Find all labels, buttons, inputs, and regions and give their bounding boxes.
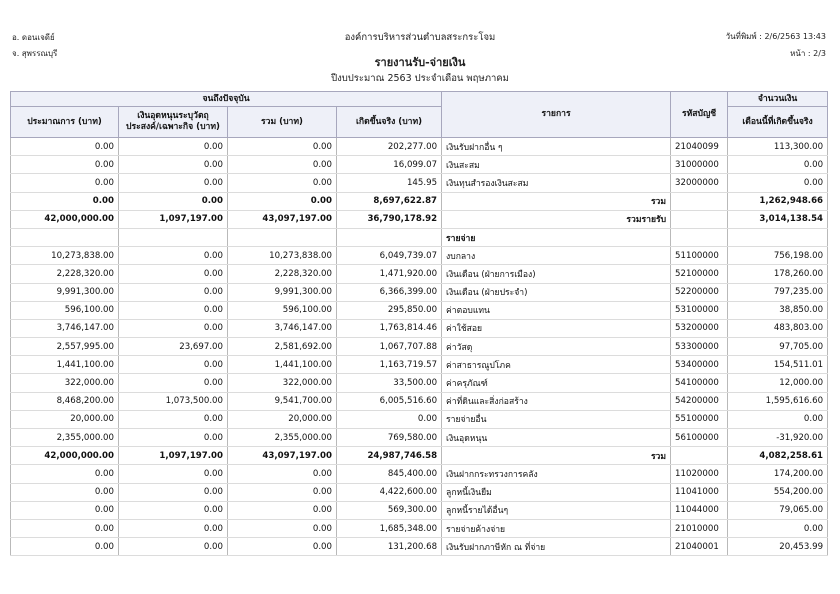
table-row [11, 247, 828, 265]
total-cell: 2,355,000.00 [228, 429, 337, 447]
subsidy-column-header: เงินอุดหนุนระบุวัตถุ ประสงค์/เฉพาะกิจ (บาท) [119, 107, 228, 138]
account-code-cell: 11020000 [671, 465, 728, 483]
actual-column-header: เกิดขึ้นจริง (บาท) [337, 107, 442, 138]
estimate-cell: 0.00 [11, 501, 119, 519]
amount-cell: 0.00 [728, 410, 828, 428]
estimate-cell: 42,000,000.00 [11, 210, 119, 228]
amount-cell: 1,595,616.60 [728, 392, 828, 410]
table-row [11, 138, 828, 156]
total-cell: 0.00 [228, 501, 337, 519]
actual-cell: 33,500.00 [337, 374, 442, 392]
account-code-cell [671, 447, 728, 465]
amount-cell: 174,200.00 [728, 465, 828, 483]
account-code-cell: 56100000 [671, 429, 728, 447]
district-label: อ. ดอนเจดีย์ [12, 33, 55, 42]
subsidy-cell: 0.00 [119, 174, 228, 192]
amount-cell: 178,260.00 [728, 265, 828, 283]
table-row [11, 538, 828, 556]
month-actual-column-header: เดือนนี้ที่เกิดขึ้นจริง [728, 107, 828, 138]
account-code-cell: 52200000 [671, 283, 728, 301]
total-cell [228, 228, 337, 246]
estimate-cell: 2,228,320.00 [11, 265, 119, 283]
item-cell: ลูกหนี้เงินยืม [442, 483, 671, 501]
table-row [11, 392, 828, 410]
subsidy-cell: 0.00 [119, 538, 228, 556]
item-cell: เงินทุนสำรองเงินสะสม [442, 174, 671, 192]
amount-cell: 1,262,948.66 [728, 192, 828, 210]
estimate-cell: 0.00 [11, 138, 119, 156]
actual-cell: 1,471,920.00 [337, 265, 442, 283]
item-cell: ค่าตอบแทน [442, 301, 671, 319]
page-number: หน้า : 2/3 [790, 49, 826, 58]
amount-cell: 756,198.00 [728, 247, 828, 265]
total-row [11, 210, 828, 228]
item-cell: เงินอุดหนุน [442, 429, 671, 447]
table-row [11, 501, 828, 519]
item-cell: ค่าครุภัณฑ์ [442, 374, 671, 392]
amount-cell: 554,200.00 [728, 483, 828, 501]
estimate-cell: 2,355,000.00 [11, 429, 119, 447]
total-cell: 43,097,197.00 [228, 210, 337, 228]
account-code-cell: 31000000 [671, 156, 728, 174]
account-code-cell: 54100000 [671, 374, 728, 392]
estimate-cell: 10,273,838.00 [11, 247, 119, 265]
amount-cell: 154,511.01 [728, 356, 828, 374]
actual-cell: 4,422,600.00 [337, 483, 442, 501]
actual-cell: 769,580.00 [337, 429, 442, 447]
subsidy-cell: 0.00 [119, 429, 228, 447]
estimate-cell [11, 228, 119, 246]
table-row [11, 519, 828, 537]
estimate-cell: 2,557,995.00 [11, 338, 119, 356]
actual-cell: 202,277.00 [337, 138, 442, 156]
total-cell: 0.00 [228, 519, 337, 537]
subsidy-cell: 0.00 [119, 156, 228, 174]
item-cell: งบกลาง [442, 247, 671, 265]
receipt-payment-table [10, 91, 828, 556]
item-cell: เงินเดือน (ฝ่ายการเมือง) [442, 265, 671, 283]
total-cell: 0.00 [228, 465, 337, 483]
estimate-cell: 596,100.00 [11, 301, 119, 319]
account-code-cell: 11041000 [671, 483, 728, 501]
item-cell: เงินฝากกระทรวงการคลัง [442, 465, 671, 483]
cumulative-group-header: จนถึงปัจจุบัน [11, 92, 442, 107]
table-row [11, 338, 828, 356]
total-cell: 0.00 [228, 538, 337, 556]
item-cell: ค่าใช้สอย [442, 319, 671, 337]
account-code-cell [671, 192, 728, 210]
actual-cell: 1,067,707.88 [337, 338, 442, 356]
item-cell: รายจ่ายค้างจ่าย [442, 519, 671, 537]
section-row [11, 228, 828, 246]
estimate-cell: 0.00 [11, 174, 119, 192]
actual-cell: 145.95 [337, 174, 442, 192]
item-cell: รวม [442, 192, 671, 210]
total-cell: 0.00 [228, 138, 337, 156]
item-cell: เงินเดือน (ฝ่ายประจำ) [442, 283, 671, 301]
table-row [11, 174, 828, 192]
actual-cell: 24,987,746.58 [337, 447, 442, 465]
account-code-cell: 11044000 [671, 501, 728, 519]
amount-cell: 797,235.00 [728, 283, 828, 301]
account-code-cell: 21010000 [671, 519, 728, 537]
subsidy-cell: 0.00 [119, 265, 228, 283]
table-row [11, 356, 828, 374]
account-code-cell: 21040001 [671, 538, 728, 556]
amount-cell: 97,705.00 [728, 338, 828, 356]
actual-cell: 8,697,622.87 [337, 192, 442, 210]
account-code-cell: 21040099 [671, 138, 728, 156]
table-row [11, 483, 828, 501]
estimate-cell: 0.00 [11, 483, 119, 501]
subsidy-cell: 0.00 [119, 465, 228, 483]
account-code-cell: 53100000 [671, 301, 728, 319]
item-cell: ค่าที่ดินและสิ่งก่อสร้าง [442, 392, 671, 410]
total-cell: 1,441,100.00 [228, 356, 337, 374]
actual-cell: 131,200.68 [337, 538, 442, 556]
amount-cell: 12,000.00 [728, 374, 828, 392]
total-cell: 596,100.00 [228, 301, 337, 319]
table-row [11, 429, 828, 447]
item-cell: เงินสะสม [442, 156, 671, 174]
total-cell: 2,581,692.00 [228, 338, 337, 356]
province-label: จ. สุพรรณบุรี [12, 49, 58, 58]
amount-cell: 38,850.00 [728, 301, 828, 319]
actual-cell: 845,400.00 [337, 465, 442, 483]
account-code-cell [671, 228, 728, 246]
subsidy-cell: 0.00 [119, 247, 228, 265]
table-row [11, 301, 828, 319]
account-code-cell: 54200000 [671, 392, 728, 410]
subsidy-cell: 0.00 [119, 501, 228, 519]
item-cell: เงินรับฝากภาษีหัก ณ ที่จ่าย [442, 538, 671, 556]
subsidy-cell: 1,097,197.00 [119, 447, 228, 465]
subsidy-cell: 1,097,197.00 [119, 210, 228, 228]
estimate-cell: 8,468,200.00 [11, 392, 119, 410]
account-code-cell: 53400000 [671, 356, 728, 374]
amount-cell [728, 228, 828, 246]
amount-cell: 3,014,138.54 [728, 210, 828, 228]
estimate-cell: 9,991,300.00 [11, 283, 119, 301]
estimate-cell: 322,000.00 [11, 374, 119, 392]
total-row [11, 447, 828, 465]
subsidy-cell: 0.00 [119, 483, 228, 501]
total-cell: 20,000.00 [228, 410, 337, 428]
total-cell: 2,228,320.00 [228, 265, 337, 283]
total-cell: 43,097,197.00 [228, 447, 337, 465]
account-code-cell: 53300000 [671, 338, 728, 356]
account-code-cell: 55100000 [671, 410, 728, 428]
actual-cell: 6,049,739.07 [337, 247, 442, 265]
subsidy-cell: 0.00 [119, 138, 228, 156]
estimate-column-header: ประมาณการ (บาท) [11, 107, 119, 138]
total-cell: 0.00 [228, 156, 337, 174]
table-row [11, 283, 828, 301]
amount-cell: 0.00 [728, 174, 828, 192]
account-code-cell [671, 210, 728, 228]
total-cell: 3,746,147.00 [228, 319, 337, 337]
account-code-cell: 32000000 [671, 174, 728, 192]
actual-cell [337, 228, 442, 246]
estimate-cell: 3,746,147.00 [11, 319, 119, 337]
subsidy-cell [119, 228, 228, 246]
item-cell: ค่าวัสดุ [442, 338, 671, 356]
amount-cell: 0.00 [728, 519, 828, 537]
amount-column-header: จำนวนเงิน [728, 92, 828, 107]
estimate-cell: 20,000.00 [11, 410, 119, 428]
table-body [11, 138, 828, 556]
actual-cell: 36,790,178.92 [337, 210, 442, 228]
subsidy-cell: 0.00 [119, 283, 228, 301]
table-row [11, 265, 828, 283]
print-date: วันที่พิมพ์ : 2/6/2563 13:43 [725, 32, 826, 41]
total-column-header: รวม (บาท) [228, 107, 337, 138]
item-cell: ลูกหนี้รายได้อื่นๆ [442, 501, 671, 519]
actual-cell: 6,366,399.00 [337, 283, 442, 301]
subsidy-cell: 0.00 [119, 374, 228, 392]
item-cell: รวมรายรับ [442, 210, 671, 228]
report-subtitle: ปีงบประมาณ 2563 ประจำเดือน พฤษภาคม [331, 73, 509, 84]
estimate-cell: 42,000,000.00 [11, 447, 119, 465]
actual-cell: 1,763,814.46 [337, 319, 442, 337]
amount-cell: -31,920.00 [728, 429, 828, 447]
table-row [11, 156, 828, 174]
total-cell: 0.00 [228, 483, 337, 501]
total-cell: 9,991,300.00 [228, 283, 337, 301]
subsidy-cell: 23,697.00 [119, 338, 228, 356]
table-row [11, 374, 828, 392]
estimate-cell: 1,441,100.00 [11, 356, 119, 374]
account-code-cell: 51100000 [671, 247, 728, 265]
table-row [11, 465, 828, 483]
estimate-cell: 0.00 [11, 156, 119, 174]
amount-cell: 483,803.00 [728, 319, 828, 337]
subsidy-cell: 1,073,500.00 [119, 392, 228, 410]
total-cell: 322,000.00 [228, 374, 337, 392]
actual-cell: 16,099.07 [337, 156, 442, 174]
total-row [11, 192, 828, 210]
amount-cell: 79,065.00 [728, 501, 828, 519]
estimate-cell: 0.00 [11, 465, 119, 483]
table-row [11, 410, 828, 428]
subsidy-cell: 0.00 [119, 356, 228, 374]
actual-cell: 1,685,348.00 [337, 519, 442, 537]
amount-cell: 20,453.99 [728, 538, 828, 556]
subsidy-cell: 0.00 [119, 192, 228, 210]
table-row [11, 319, 828, 337]
actual-cell: 1,163,719.57 [337, 356, 442, 374]
actual-cell: 0.00 [337, 410, 442, 428]
item-cell: เงินรับฝากอื่น ๆ [442, 138, 671, 156]
account-code-cell: 52100000 [671, 265, 728, 283]
amount-cell: 0.00 [728, 156, 828, 174]
item-cell: ค่าสาธารณูปโภค [442, 356, 671, 374]
subsidy-cell: 0.00 [119, 301, 228, 319]
estimate-cell: 0.00 [11, 538, 119, 556]
account-code-cell: 53200000 [671, 319, 728, 337]
amount-cell: 113,300.00 [728, 138, 828, 156]
subsidy-cell: 0.00 [119, 319, 228, 337]
total-cell: 9,541,700.00 [228, 392, 337, 410]
item-column-header: รายการ [442, 92, 671, 138]
organization-name: องค์การบริหารส่วนตำบลสระกระโจม [344, 32, 496, 43]
item-cell: รายจ่าย [442, 228, 671, 246]
item-cell: รวม [442, 447, 671, 465]
account-code-column-header: รหัสบัญชี [671, 92, 728, 138]
estimate-cell: 0.00 [11, 192, 119, 210]
actual-cell: 569,300.00 [337, 501, 442, 519]
item-cell: รายจ่ายอื่น [442, 410, 671, 428]
total-cell: 10,273,838.00 [228, 247, 337, 265]
actual-cell: 295,850.00 [337, 301, 442, 319]
estimate-cell: 0.00 [11, 519, 119, 537]
total-cell: 0.00 [228, 174, 337, 192]
subsidy-cell: 0.00 [119, 410, 228, 428]
subsidy-cell: 0.00 [119, 519, 228, 537]
report-title: รายงานรับ-จ่ายเงิน [374, 56, 466, 69]
actual-cell: 6,005,516.60 [337, 392, 442, 410]
total-cell: 0.00 [228, 192, 337, 210]
amount-cell: 4,082,258.61 [728, 447, 828, 465]
